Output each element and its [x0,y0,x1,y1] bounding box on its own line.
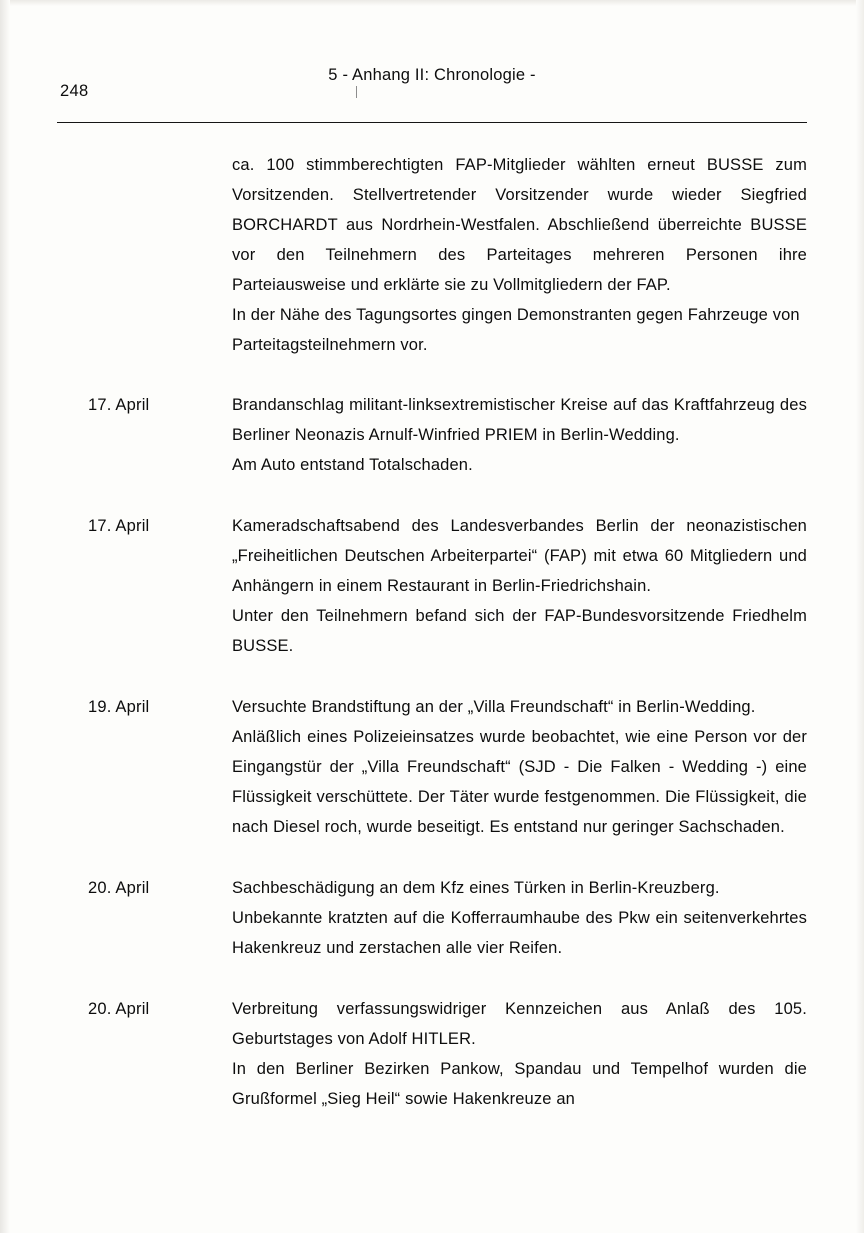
entry-date: 20. April [88,1000,150,1018]
entry-paragraph: Unbekannte kratzten auf die Kofferraumhaube des Pkw ein seitenverkehrtes Hakenkreuz und zerstachen alle vier Reifen. [232,909,807,957]
scan-edge-right [856,0,864,1233]
entry-paragraph: Unter den Teilnehmern befand sich der FAP-Bundesvorsitzende Friedhelm BUSSE. [232,607,807,655]
scan-edge-left [0,0,10,1233]
chronology-entry [57,692,807,842]
chronology-entry [57,994,807,1114]
entry-paragraph: Verbreitung verfassungswidriger Kennzeichen aus Anlaß des 105. Geburtstages von Adolf HITLER. [232,1000,807,1048]
header-divider [57,122,807,123]
entry-body [232,511,807,661]
chronology-entry [57,511,807,661]
chronology-list [57,150,807,1142]
entry-body [232,873,807,963]
entry-body [232,692,807,842]
entry-paragraph: Sachbeschädigung an dem Kfz eines Türken in Berlin-Kreuzberg. [232,879,720,897]
chronology-entry [57,150,807,360]
chronology-entry [57,390,807,480]
scan-edge-top [0,0,864,6]
entry-date: 17. April [88,517,150,535]
entry-paragraph: In den Berliner Bezirken Pankow, Spandau und Tempelhof wurden die Grußformel „Sieg Heil“ sowie Hakenkreuze an [232,1060,807,1108]
entry-date: 20. April [88,879,150,897]
entry-paragraph: ca. 100 stimmberechtigten FAP-Mitglieder wählten erneut BUSSE zum Vorsitzenden. Stellvertretender Vorsitzender wurde wieder Siegfried BORCHARDT aus Nordrhein-Westfalen. Abschließend überreichte BUSSE vor den Teilnehmern des Parteitages mehreren Personen ihre Parteiausweise und erklärte sie zu Vollmitgliedern der FAP. [232,156,807,294]
page-number: 248 [60,82,89,100]
entry-body [232,994,807,1114]
entry-paragraph: Kameradschaftsabend des Landesverbandes Berlin der neonazistischen „Freiheitlichen Deutschen Arbeiterpartei“ (FAP) mit etwa 60 Mitgliedern und Anhängern in einem Restaurant in Berlin-Friedrichshain. [232,517,807,595]
entry-paragraph: Am Auto entstand Totalschaden. [232,456,473,474]
entry-date: 17. April [88,396,150,414]
scan-artifact-tick [356,86,357,98]
entry-paragraph: Versuchte Brandstiftung an der „Villa Freundschaft“ in Berlin-Wedding. [232,698,756,716]
chronology-entry [57,873,807,963]
entry-body [232,150,807,360]
page-header [0,60,864,110]
entry-date: 19. April [88,698,150,716]
entry-paragraph: Brandanschlag militant-linksextremistischer Kreise auf das Kraftfahrzeug des Berliner Neonazis Arnulf-Winfried PRIEM in Berlin-Wedding. [232,396,807,444]
entry-paragraph: In der Nähe des Tagungsortes gingen Demonstranten gegen Fahrzeuge von Parteitagsteilnehmern vor. [232,306,800,354]
page-title: 5 - Anhang II: Chronologie - [328,66,536,84]
entry-body [232,390,807,480]
entry-paragraph: Anläßlich eines Polizeieinsatzes wurde beobachtet, wie eine Person vor der Eingangstür der „Villa Freundschaft“ (SJD - Die Falken - Wedding -) eine Flüssigkeit verschüttete. Der Täter wurde festgenommen. Die Flüssigkeit, die nach Diesel roch, wurde beseitigt. Es entstand nur geringer Sachschaden. [232,728,807,836]
